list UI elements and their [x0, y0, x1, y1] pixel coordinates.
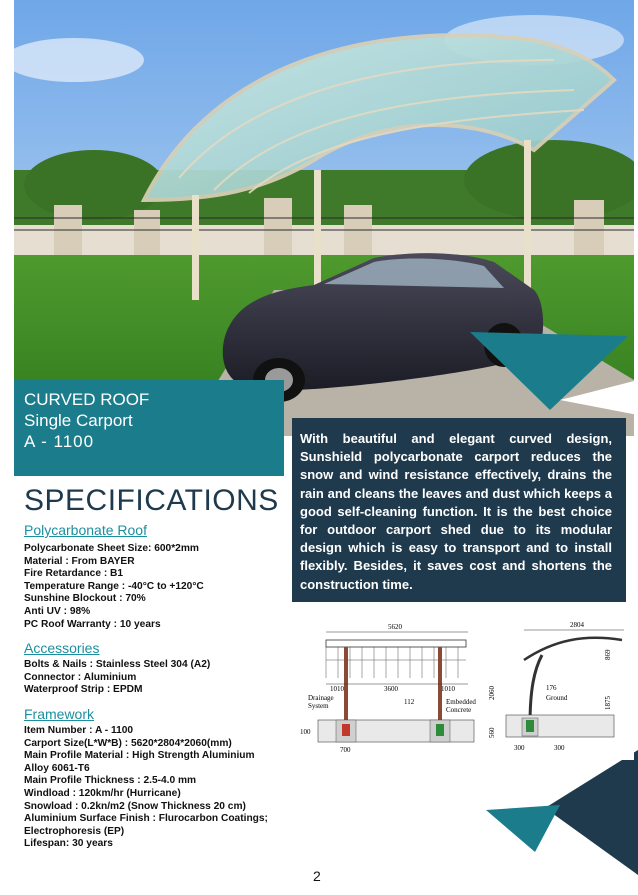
label-112: 112 [404, 698, 415, 706]
label-ground: Ground [546, 694, 568, 702]
dim-span-center: 3600 [384, 685, 398, 693]
dim-span-left: 1010 [330, 685, 344, 693]
front-elevation-drawing [296, 620, 478, 760]
description-box: With beautiful and elegant curved design, Sunshield polycarbonate carport reduces the snow and wind resistance effectively, drains the rain and cleans the leaves and dust which keeps a good self-cleaning function. It is the best choice for outdoor carport shed due to its modular design which is easy to transport and to install flexibly. Besides, it saves cost and shortens the construction time. [292, 418, 626, 602]
section-list-polycarbonate [24, 543, 204, 631]
section-title-accessories: Accessories [24, 640, 100, 656]
spec-item: Alloy 6061-T6 [24, 762, 90, 774]
spec-item: Snowload : 0.2kn/m2 (Snow Thickness 20 cm) [24, 800, 246, 812]
section-list-accessories [24, 659, 210, 697]
navy-triangle-bottom [545, 750, 638, 875]
title-line-1: CURVED ROOF [24, 390, 150, 409]
spec-item: Polycarbonate Sheet Size: 600*2mm [24, 543, 199, 554]
dim-footing: 700 [340, 746, 351, 754]
dim-1875: 1875 [604, 696, 612, 710]
spec-item: Electrophoresis (EP) [24, 825, 125, 837]
side-elevation-drawing [484, 620, 634, 760]
spec-item: Main Profile Thickness : 2.5-4.0 mm [24, 775, 197, 787]
spec-item: PC Roof Warranty : 10 years [24, 618, 161, 630]
dim-176: 176 [546, 684, 557, 692]
dim-300-left: 300 [514, 744, 525, 752]
spec-item: Windload : 120km/hr (Hurricane) [24, 787, 181, 799]
spec-item: Item Number : A - 1100 [24, 725, 134, 736]
spec-item: Main Profile Material : High Strength Aluminium [24, 750, 255, 762]
spec-item: Lifespan: 30 years [24, 838, 113, 850]
section-title-framework: Framework [24, 706, 95, 722]
dim-300-right: 300 [554, 744, 565, 752]
spec-item: Anti UV : 98% [24, 605, 91, 617]
label-embedded: Embedded [446, 698, 476, 706]
specifications-heading: SPECIFICATIONS [24, 484, 279, 517]
spec-item: Material : From BAYER [24, 555, 135, 567]
dim-base-left: 100 [300, 728, 311, 736]
dim-span-right: 1010 [441, 685, 455, 693]
label-drainage: Drainage [308, 694, 334, 702]
dim-width-total: 5620 [388, 623, 402, 631]
spec-item: Bolts & Nails : Stainless Steel 304 (A2) [24, 659, 211, 670]
title-model: A - 1100 [24, 432, 95, 451]
dim-869: 869 [604, 649, 612, 660]
section-title-polycarbonate: Polycarbonate Roof [24, 522, 147, 538]
spec-item: Aluminium Surface Finish : Flurocarbon Coatings; [24, 813, 268, 825]
teal-triangle-bottom [486, 805, 560, 852]
page-number: 2 [313, 868, 321, 884]
section-list-framework [24, 725, 268, 851]
spec-item: Temperature Range : -40°C to +120°C [24, 580, 204, 592]
label-system: System [308, 702, 329, 710]
product-title [24, 389, 149, 452]
spec-item: Carport Size(L*W*B) : 5620*2804*2060(mm) [24, 737, 232, 749]
dim-2060: 2060 [488, 686, 496, 700]
spec-item: Sunshine Blockout : 70% [24, 593, 146, 605]
spec-item: Waterproof Strip : EPDM [24, 684, 143, 696]
dim-side-width: 2804 [570, 621, 584, 629]
spec-item: Fire Retardance : B1 [24, 568, 124, 580]
title-line-2: Single Carport [24, 411, 133, 430]
label-concrete: Concrete [446, 706, 472, 714]
spec-item: Connector : Aluminium [24, 671, 137, 683]
dim-560: 560 [488, 727, 496, 738]
